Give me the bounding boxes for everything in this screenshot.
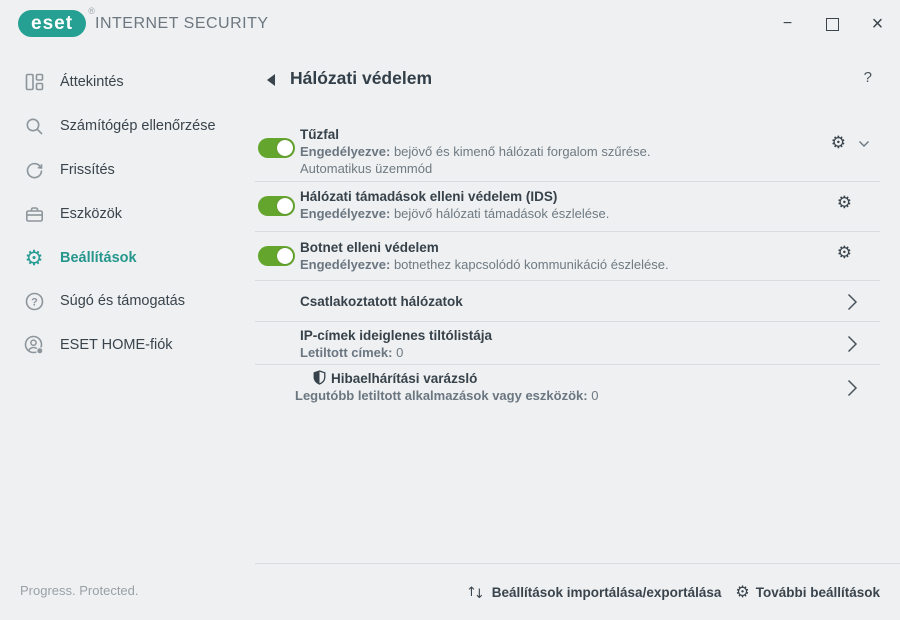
- row-firewall: [255, 122, 880, 182]
- row-description: [300, 205, 810, 222]
- sidebar-item-label: Számítógép ellenőrzése: [60, 118, 216, 134]
- registered-mark: ®: [88, 6, 96, 16]
- maximize-button[interactable]: [810, 0, 855, 48]
- close-button[interactable]: ×: [871, 12, 884, 35]
- botnet-gear-icon[interactable]: ⚙: [836, 243, 852, 263]
- import-export-icon: ↑↓: [465, 584, 482, 602]
- recently-blocked-count: 0: [591, 388, 599, 403]
- advanced-settings-button[interactable]: [735, 584, 880, 600]
- recently-blocked-label: Legutóbb letiltott alkalmazások vagy eszközök:: [295, 388, 588, 403]
- ids-gear-icon[interactable]: ⚙: [836, 193, 852, 213]
- main-content: [255, 48, 900, 620]
- row-subtext: [300, 344, 810, 361]
- footer-bar: [466, 578, 880, 606]
- scan-icon: [22, 114, 46, 138]
- account-icon: [22, 333, 46, 357]
- eset-logo-text: eset: [31, 13, 74, 34]
- titlebar: [0, 0, 900, 48]
- row-title: Botnet elleni védelem: [300, 240, 439, 255]
- help-icon: [22, 289, 46, 313]
- chevron-right-icon[interactable]: [847, 379, 858, 397]
- maximize-icon: [826, 18, 839, 31]
- toggle-knob: [277, 198, 293, 214]
- sidebar-item-help[interactable]: [0, 279, 255, 323]
- row-title: Hálózati támadások elleni védelem (IDS): [300, 189, 558, 204]
- toggle-knob: [277, 140, 293, 156]
- row-botnet-protection: [255, 232, 880, 281]
- sidebar-item-eset-home[interactable]: [0, 323, 255, 367]
- status-text: bejövő hálózati támadások észlelése.: [393, 206, 610, 221]
- sidebar-item-label: Súgó és támogatás: [60, 293, 185, 309]
- import-export-label: Beállítások importálása/exportálása: [491, 584, 722, 600]
- firewall-gear-icon[interactable]: ⚙: [830, 133, 846, 153]
- sidebar-item-label: Áttekintés: [60, 74, 124, 90]
- status-text: bejövő és kimenő hálózati forgalom szűrése.: [393, 144, 651, 159]
- minimize-button[interactable]: −: [782, 15, 793, 32]
- settings-gear-icon: ⚙: [24, 245, 44, 270]
- sidebar: [0, 48, 255, 620]
- status-label: Engedélyezve:: [300, 144, 391, 159]
- row-ip-blacklist[interactable]: [255, 322, 880, 365]
- row-title: [313, 370, 810, 387]
- status-text: botnethez kapcsolódó kommunikáció észlelése.: [393, 257, 669, 272]
- firewall-chevron-down-icon[interactable]: [858, 140, 870, 148]
- help-button[interactable]: ?: [863, 69, 872, 86]
- sidebar-item-label: Frissítés: [60, 162, 115, 178]
- shield-icon: [313, 370, 326, 385]
- status-label: Engedélyezve:: [300, 257, 391, 272]
- advanced-settings-gear-icon: ⚙: [735, 582, 750, 601]
- advanced-settings-label: További beállítások: [755, 584, 880, 600]
- sidebar-item-update[interactable]: [0, 148, 255, 192]
- status-label: Engedélyezve:: [300, 206, 391, 221]
- row-title: Csatlakoztatott hálózatok: [300, 294, 463, 309]
- sidebar-item-tools[interactable]: [0, 192, 255, 236]
- ids-toggle[interactable]: [258, 196, 295, 216]
- tools-icon: [22, 202, 46, 226]
- wizard-title: Hibaelhárítási varázsló: [331, 371, 478, 386]
- blocked-addresses-label: Letiltott címek:: [300, 345, 393, 360]
- page-title: Hálózati védelem: [290, 68, 432, 88]
- footer-divider: [255, 563, 900, 564]
- sidebar-item-settings[interactable]: [0, 236, 255, 280]
- update-icon: [22, 158, 46, 182]
- row-description: [300, 256, 810, 273]
- page-header: [255, 66, 880, 98]
- row-description: [300, 143, 810, 160]
- toggle-knob: [277, 248, 293, 264]
- row-connected-networks[interactable]: [255, 281, 880, 322]
- row-title: Tűzfal: [300, 127, 339, 142]
- sidebar-item-computer-scan[interactable]: [0, 104, 255, 148]
- svg-text:?: ?: [30, 296, 38, 308]
- sidebar-item-label: Beállítások: [60, 250, 137, 266]
- sidebar-item-label: Eszközök: [60, 206, 123, 222]
- row-subtext: [295, 387, 810, 404]
- tagline: Progress. Protected.: [20, 583, 139, 598]
- row-network-attack-protection: [255, 182, 880, 232]
- sidebar-item-label: ESET HOME-fiók: [60, 337, 173, 353]
- chevron-right-icon[interactable]: [847, 293, 858, 311]
- eset-logo: [18, 6, 96, 37]
- blocked-addresses-count: 0: [396, 345, 404, 360]
- overview-icon: [22, 70, 46, 94]
- botnet-toggle[interactable]: [258, 246, 295, 266]
- firewall-mode: Automatikus üzemmód: [300, 161, 433, 176]
- chevron-right-icon[interactable]: [847, 335, 858, 353]
- window-controls: [765, 0, 900, 48]
- import-export-button[interactable]: [466, 585, 721, 600]
- row-troubleshooting-wizard[interactable]: [255, 365, 880, 410]
- back-button[interactable]: [266, 73, 280, 89]
- firewall-toggle[interactable]: [258, 138, 295, 158]
- row-title: IP-címek ideiglenes tiltólistája: [300, 328, 493, 343]
- sidebar-item-overview[interactable]: [0, 60, 255, 104]
- product-name: INTERNET SECURITY: [95, 15, 269, 32]
